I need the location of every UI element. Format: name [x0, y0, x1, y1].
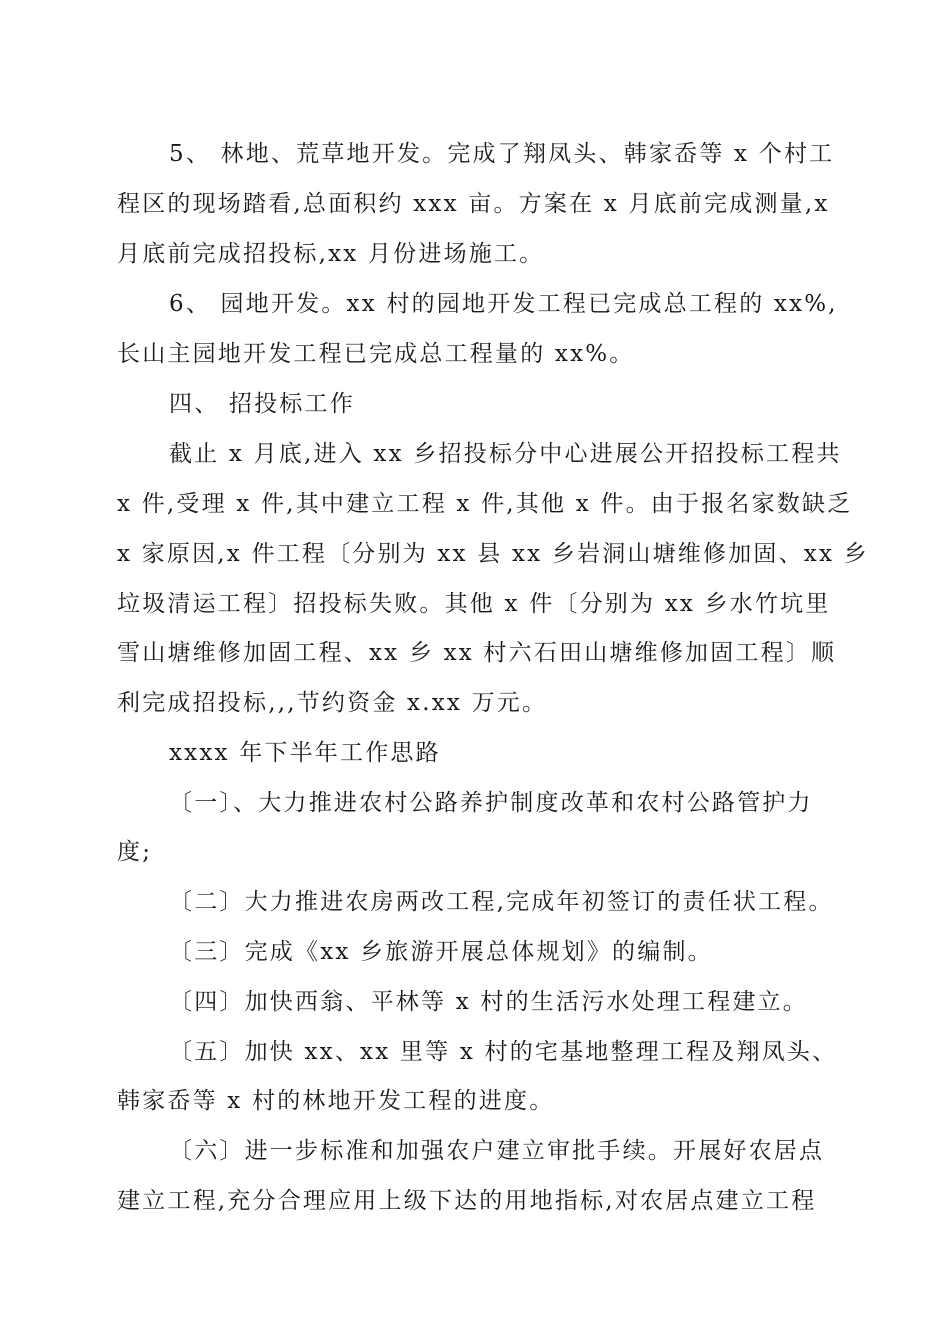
text-line: x 件,受理 x 件,其中建立工程 x 件,其他 x 件。由于报名家数缺乏: [117, 491, 853, 517]
text-line: 6、 园地开发。xx 村的园地开发工程已完成总工程的 xx%,: [169, 291, 838, 317]
text-line: 〔六〕进一步标准和加强农户建立审批手续。开展好农居点: [169, 1138, 825, 1164]
text-line: x 家原因,x 件工程〔分别为 xx 县 xx 乡岩洞山塘维修加固、xx 乡: [117, 541, 869, 567]
text-line: 雪山塘维修加固工程、xx 乡 xx 村六石田山塘维修加固工程〕顺: [117, 640, 837, 666]
text-line: 度;: [117, 839, 153, 865]
section-heading: xxxx 年下半年工作思路: [169, 740, 441, 766]
text-line: 5、 林地、荒草地开发。完成了翔凤头、韩家岙等 x 个村工: [169, 141, 835, 167]
text-line: 利完成招投标,,,节约资金 x.xx 万元。: [117, 690, 548, 716]
text-line: 〔一〕、大力推进农村公路养护制度改革和农村公路管护力: [169, 790, 813, 816]
text-line: 程区的现场踏看,总面积约 xxx 亩。方案在 x 月底前完成测量,x: [117, 191, 830, 217]
text-line: 〔五〕加快 xx、xx 里等 x 村的宅基地整理工程及翔凤头、: [169, 1039, 838, 1065]
text-line: 截止 x 月底,进入 xx 乡招投标分中心进展公开招投标工程共: [169, 441, 842, 467]
text-line: 垃圾清运工程〕招投标失败。其他 x 件〔分别为 xx 乡水竹坑里: [117, 591, 831, 617]
text-line: 〔二〕大力推进农房两改工程,完成年初签订的责任状工程。: [169, 889, 834, 915]
text-line: 〔四〕加快西翁、平林等 x 村的生活污水处理工程建立。: [169, 989, 808, 1015]
text-line: 月底前完成招投标,xx 月份进场施工。: [117, 241, 545, 267]
section-heading: 四、 招投标工作: [169, 391, 355, 417]
text-line: 建立工程,充分合理应用上级下达的用地指标,对农居点建立工程: [117, 1188, 817, 1214]
text-line: 〔三〕完成《xx 乡旅游开展总体规划》的编制。: [169, 939, 713, 965]
text-line: 长山主园地开发工程已完成总工程量的 xx%。: [117, 341, 635, 367]
text-line: 韩家岙等 x 村的林地开发工程的进度。: [117, 1088, 555, 1114]
